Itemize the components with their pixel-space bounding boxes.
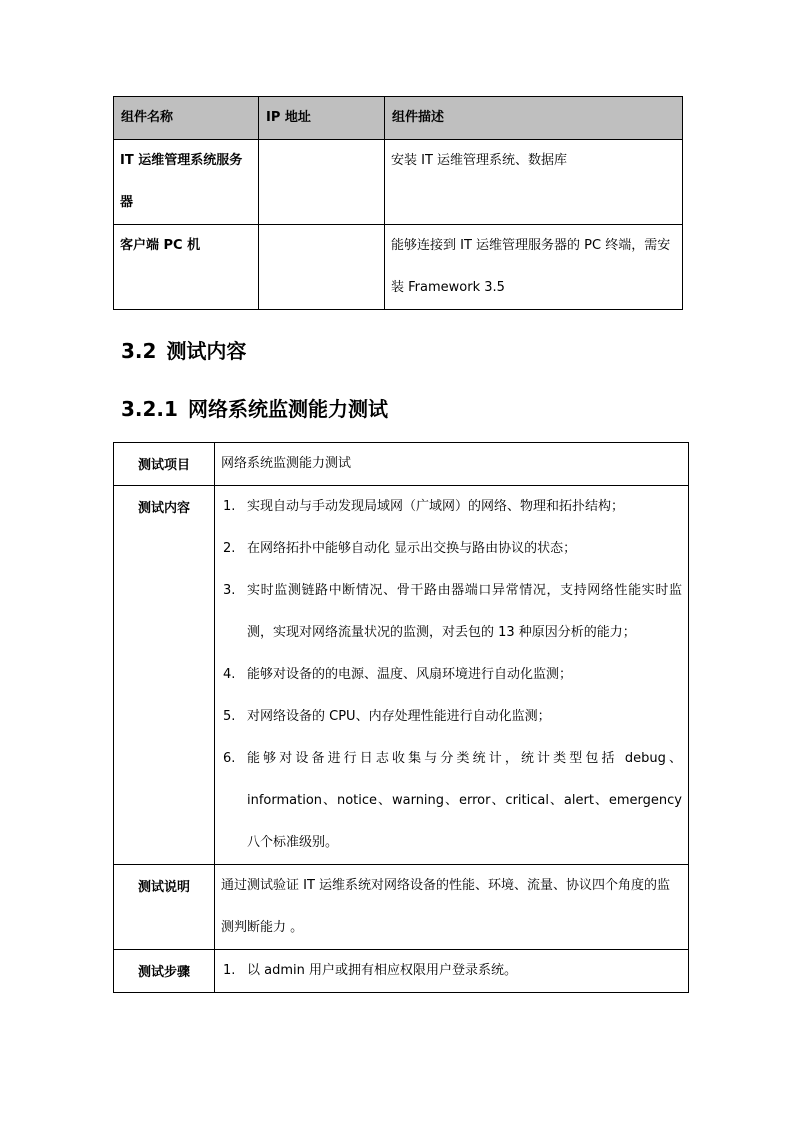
test-content-cell xyxy=(215,486,689,865)
list-item: 4. 能够对设备的的电源、温度、风扇环境进行自动化监测； xyxy=(223,667,573,682)
test-content-list xyxy=(221,486,682,864)
component-name-cell: IT 运维管理系统服务器 xyxy=(114,140,259,225)
header-component-name: 组件名称 xyxy=(114,97,259,140)
section-title: 测试内容 xyxy=(166,339,247,363)
table-row xyxy=(114,443,689,486)
test-content-label: 测试内容 xyxy=(114,486,215,865)
table-row xyxy=(114,950,689,993)
list-item: 2. 在网络拓扑中能够自动化 显示出交换与路由协议的状态； xyxy=(223,541,577,556)
component-desc-cell: 能够连接到 IT 运维管理服务器的 PC 终端，需安装 Framework 3.5 xyxy=(385,225,683,310)
table-row xyxy=(114,225,683,310)
component-ip-cell xyxy=(259,140,385,225)
table-row xyxy=(114,486,689,865)
component-desc-cell: 安装 IT 运维管理系统、数据库 xyxy=(385,140,683,225)
test-item-value: 网络系统监测能力测试 xyxy=(215,443,689,486)
list-item: 1. 以 admin 用户或拥有相应权限用户登录系统。 xyxy=(223,963,517,978)
component-ip-cell xyxy=(259,225,385,310)
list-item: 5. 对网络设备的 CPU、内存处理性能进行自动化监测； xyxy=(223,709,551,724)
list-item: 6. 能够对设备进行日志收集与分类统计，统计类型包括 debug、information、notice、warning、error、critical、alert、emergency 八个标准级别。 xyxy=(223,751,682,850)
test-steps-label: 测试步骤 xyxy=(114,950,215,993)
test-steps-list xyxy=(221,950,682,992)
subsection-heading xyxy=(121,393,388,422)
list-item: 1. 实现自动与手动发现局域网（广域网）的网络、物理和拓扑结构； xyxy=(223,499,625,514)
test-table xyxy=(113,442,689,993)
table-header-row xyxy=(114,97,683,140)
components-table xyxy=(113,96,683,310)
subsection-title: 网络系统监测能力测试 xyxy=(187,397,388,421)
list-item: 3. 实时监测链路中断情况、骨干路由器端口异常情况，支持网络性能实时监测，实现对网络流量状况的监测，对丢包的 13 种原因分析的能力； xyxy=(223,583,682,640)
test-item-label: 测试项目 xyxy=(114,443,215,486)
test-steps-cell xyxy=(215,950,689,993)
header-component-desc: 组件描述 xyxy=(385,97,683,140)
header-ip-address: IP 地址 xyxy=(259,97,385,140)
test-desc-label: 测试说明 xyxy=(114,865,215,950)
subsection-number: 3.2.1 xyxy=(121,397,178,421)
test-desc-value: 通过测试验证 IT 运维系统对网络设备的性能、环境、流量、协议四个角度的监测判断能力 。 xyxy=(215,865,689,950)
table-row xyxy=(114,865,689,950)
section-heading xyxy=(121,335,246,364)
section-number: 3.2 xyxy=(121,339,157,363)
table-row xyxy=(114,140,683,225)
component-name-cell: 客户端 PC 机 xyxy=(114,225,259,310)
